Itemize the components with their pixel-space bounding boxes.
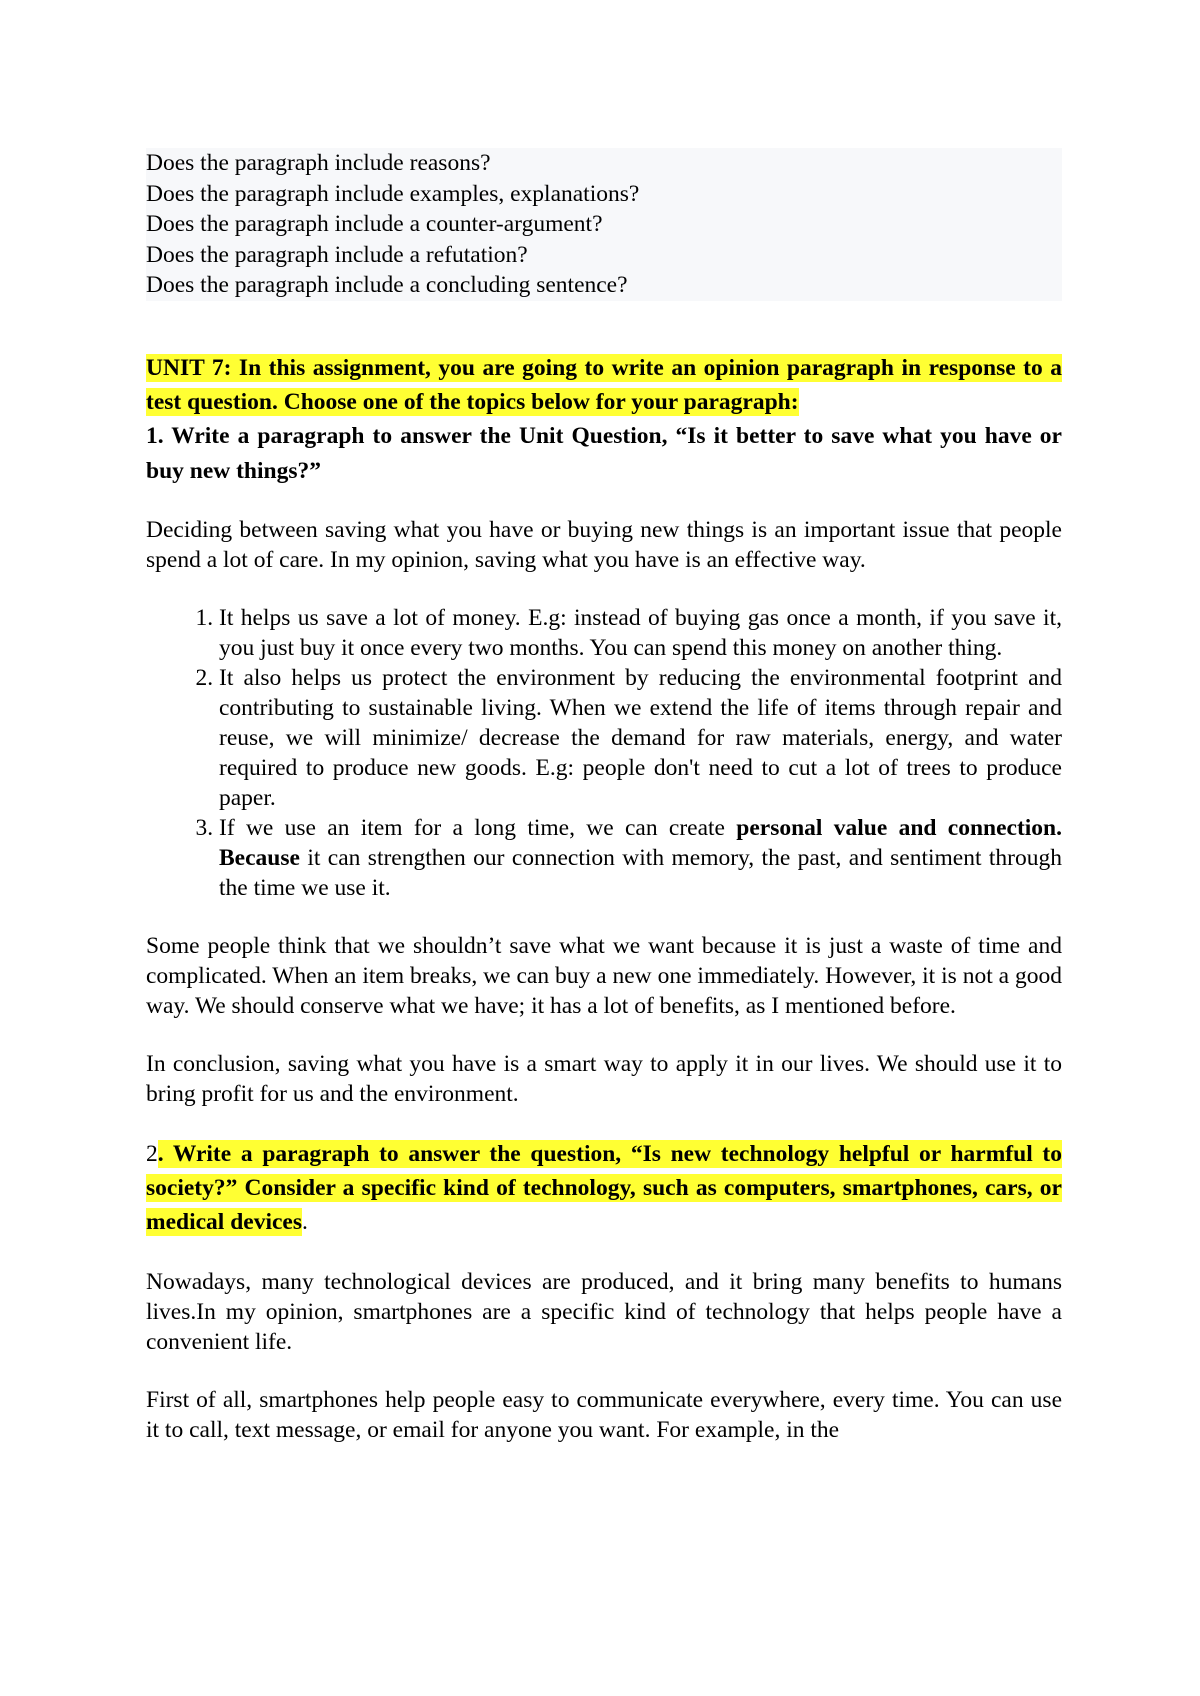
topic-1-question: 1. Write a paragraph to answer the Unit Question, “Is it better to save what you have or buy new things?” <box>146 422 1062 484</box>
conclusion-paragraph: In conclusion, saving what you have is a smart way to apply it in our lives. We should use it to bring profit for us and the environment. <box>146 1050 1062 1107</box>
topic-2-number: 2 <box>146 1140 158 1167</box>
topic-2-question <box>146 1137 1062 1239</box>
list-item: 1. It helps us save a lot of money. E.g: instead of buying gas once a month, if you save it, you just buy it once every two months. You can spend this money on another thing. <box>219 603 1062 663</box>
list-item <box>219 813 1062 903</box>
reason-3-end: it can strengthen our connection with memory, the past, and sentiment through the time we use it. <box>219 844 1062 901</box>
reason-3-bold: personal value and connection. Because <box>219 814 1063 871</box>
checklist-item: Does the paragraph include a concluding sentence? <box>146 272 628 298</box>
topic-2-text: . Write a paragraph to answer the question, “Is new technology helpful or harmful to society?” Consider a specific kind of technology, such as computers, smartphones, cars, or medical devices <box>146 1140 1062 1235</box>
paragraph-1-intro: Deciding between saving what you have or buying new things is an important issue that people spend a lot of care. In my opinion, saving what you have is an effective way. <box>146 516 1062 573</box>
unit-instruction-text: UNIT 7: In this assignment, you are going to write an opinion paragraph in response to a test question. Choose one of the topics below for your paragraph: <box>146 354 1062 415</box>
counter-argument-paragraph: Some people think that we shouldn’t save what we want because it is just a waste of time and complicated. When an item breaks, we can buy a new one immediately. However, it is not a good way. We should conserve what we have; it has a lot of benefits, as I mentioned before. <box>146 932 1062 1019</box>
checklist-item: Does the paragraph include a refutation? <box>146 241 528 268</box>
topic-2-end: . <box>301 1208 308 1235</box>
checklist-item: Does the paragraph include examples, explanations? <box>146 180 640 207</box>
paragraph-2-body: First of all, smartphones help people easy to communicate everywhere, every time. You can use it to call, text message, or email for anyone you want. For example, in the <box>146 1386 1062 1443</box>
document-content <box>146 148 1062 1445</box>
checklist-item: Does the paragraph include a counter-argument? <box>146 211 603 237</box>
reasons-list <box>146 603 1062 903</box>
paragraph-2-intro: Nowadays, many technological devices are produced, and it bring many benefits to humans lives.In my opinion, smartphones are a specific kind of technology that helps people have a convenient life. <box>146 1268 1062 1355</box>
checklist-item: Does the paragraph include reasons? <box>146 150 491 176</box>
reason-3-start: If we use an item for a long time, we can create <box>219 814 737 841</box>
list-item: 2. It also helps us protect the environment by reducing the environmental footprint and contributing to sustainable living. When we extend the life of items through repair and reuse, we will minimize/ decrease the demand for raw materials, energy, and water required to produce new goods. E.g: people don't need to cut a lot of trees to produce paper. <box>219 663 1062 813</box>
unit-instruction <box>146 351 1062 419</box>
review-checklist <box>146 148 1062 301</box>
